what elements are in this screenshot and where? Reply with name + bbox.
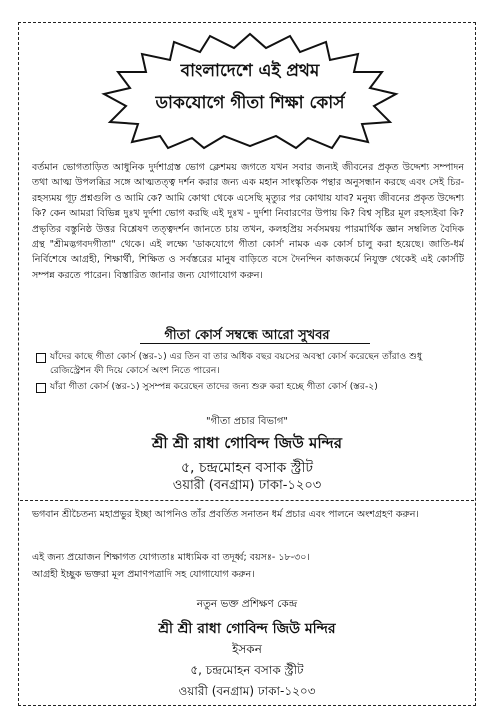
street-address-2: ৫, চন্দ্রমোহন বসাক স্ট্রীট [190,663,304,677]
recruit-paragraph: ভগবান শ্রীচৈতন্য মহাপ্রভুর ইচ্ছা আপনিও তাঁর প্রবর্তিত সনাতন ধর্ম প্রচার এবং পালনে অংশগ্রহণ করুন। [32,509,419,520]
section-divider [20,500,474,501]
city-address-2: ওয়ারী (বনগ্রাম) ঢাকা-১২০৩ [178,684,316,698]
training-center-name: নতুন ভক্ত প্রশিক্ষণ কেন্দ্র [196,598,298,610]
checkbox-square-icon [36,353,46,363]
temple-name: শ্রী শ্রী রাধা গোবিন্দ জিউ মন্দির [152,434,342,452]
temple-name-2: শ্রী শ্রী রাধা গোবিন্দ জিউ মন্দির [158,621,336,637]
good-news-heading: গীতা কোর্স সম্বন্ধে আরো সুখবর [164,328,330,343]
banner-title-line1: বাংলাদেশে এই প্রথম [180,61,320,81]
requirement-text: এই জন্য প্রয়োজন শিক্ষাগত যোগ্যতাঃ মাধ্যমিক বা তদূর্ধ্ব; বয়সঃ- ১৮-৩০। [32,552,310,563]
good-news-underline [140,343,370,344]
intro-paragraph: বর্তমান ভোগতাড়িত আধুনিক দুর্দশাগ্রস্ত ভোগ ক্লেশময় জগতে যখন সবার জন্যই জীবনের প্রকৃত উদ্দেশ্য সম্পাদন তথা আত্ম উপলব্ধির সঙ্গে আত্মতত্ত্ব দর্শন করার জন্য এক মহান সাংস্কৃতিক পন্থার অনুসন্ধান করছে এবং সেই চির-রহস্যময় গূঢ় প্রশ্নগুলি ও আমি কে? আমি কোথা থেকে এসেছি মৃত্যুর পর কোথায় যাব? মনুষ্য জীবনের প্রকৃত উদ্দেশ্য কি? কেন আমরা বিভিন্ন দুঃখ দুর্দশা ভোগ করছি এই দুঃখ - দুর্দশা নিবারণের উপায় কি? বিশ্ব সৃষ্টির মূল রহস্যইবা কি? প্রভৃতির বস্তুনিষ্ঠ উত্তর বিশ্লেষণ তত্ত্বদর্শন জানতে চায় তখন, কলহপ্রিয় সর্বসমন্বয় পারমার্থিক জ্ঞান সম্বলিত বৈদিক গ্রন্থ "শ্রীমদ্ভগবদগীতা" থেকে। এই লক্ষ্যে 'ডাকযোগে গীতা কোর্স' নামক এক কোর্স চালু করা হয়েছে। জাতি-ধর্ম নির্বিশেষে আগ্রহী, শিক্ষার্থী, শিক্ষিত ও সর্বস্তরের মানুষ বাড়িতে বসে দৈনন্দিন কাজকর্মে নিযুক্ত থেকেই এই কোর্সটি সম্পন্ন করতে পারেন। বিস্তারিত জানার জন্য যোগাযোগ করুন। [32,162,464,281]
list-item-text: যাঁরা গীতা কোর্স (স্তর-১) সুসম্পন্ন করেছেন তাদের জন্য শুরু করা হচ্ছে গীতা কোর্স (স্তর-২) [50,381,378,392]
contact-text: আগ্রহী ইচ্ছুক ভক্তরা মূল প্রমাণপত্রাদি সহ যোগাযোগ করুন। [32,569,255,580]
city-address: ওয়ারী (বনগ্রাম) ঢাকা-১২০৩ [172,478,322,493]
starburst-banner-icon [100,32,400,150]
checkbox-square-icon [36,383,46,393]
banner-title-line2: ডাকযোগে গীতা শিক্ষা কোর্স [155,93,345,113]
street-address: ৫, চন্দ্রমোহন বসাক স্ট্রীট [180,460,314,476]
org-name: ইসকন [232,642,262,656]
list-item-text: যাঁদের কাছে গীতা কোর্স (স্তর-১) এর তিন বা তার অধিক বছর বয়সের অবস্থা কোর্স করেছেন তাঁরাও শুধু রেজিস্ট্রেশন ফী দিয়ে কোর্সে অংশ নিতে পারেন। [50,351,423,376]
dept-name: "গীতা প্রচার বিভাগ" [206,416,288,427]
